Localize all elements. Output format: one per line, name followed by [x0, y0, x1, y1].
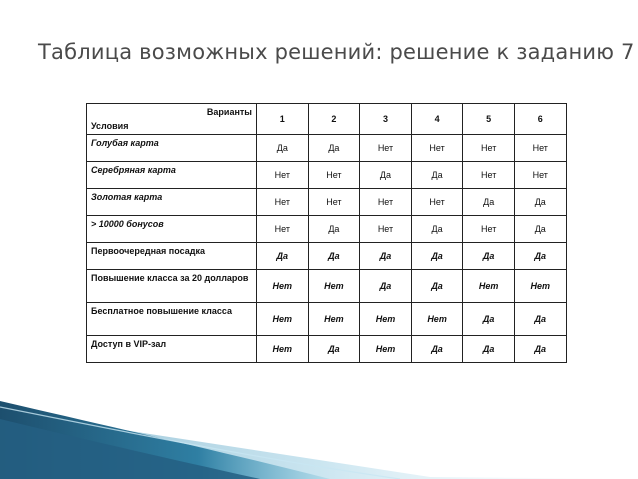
value-cell: Нет: [360, 189, 412, 216]
value-cell: Нет: [257, 189, 309, 216]
option-header: 5: [463, 104, 515, 135]
value-cell: Нет: [308, 303, 360, 336]
table-row: [87, 270, 567, 303]
table-row: [87, 216, 567, 243]
table-row: [87, 135, 567, 162]
value-cell: Нет: [463, 270, 515, 303]
value-cell: Нет: [360, 336, 412, 363]
option-header: 2: [308, 104, 360, 135]
value-cell: Да: [514, 189, 566, 216]
value-cell: Нет: [360, 216, 412, 243]
value-cell: Да: [308, 243, 360, 270]
value-cell: Да: [463, 189, 515, 216]
decision-table: [86, 103, 567, 363]
value-cell: Да: [514, 243, 566, 270]
value-cell: Нет: [360, 303, 412, 336]
option-header: 3: [360, 104, 412, 135]
value-cell: Нет: [257, 216, 309, 243]
table-row: [87, 336, 567, 363]
table-row: [87, 303, 567, 336]
value-cell: Да: [411, 216, 463, 243]
value-cell: Да: [257, 135, 309, 162]
value-cell: Да: [308, 336, 360, 363]
value-cell: Нет: [257, 270, 309, 303]
value-cell: Нет: [308, 162, 360, 189]
value-cell: Да: [463, 243, 515, 270]
value-cell: Нет: [360, 135, 412, 162]
value-cell: Нет: [463, 135, 515, 162]
value-cell: Да: [308, 216, 360, 243]
value-cell: Нет: [257, 162, 309, 189]
table-row: [87, 162, 567, 189]
value-cell: Нет: [257, 336, 309, 363]
value-cell: Да: [360, 162, 412, 189]
value-cell: Да: [411, 162, 463, 189]
value-cell: Нет: [463, 216, 515, 243]
condition-cell: Первоочередная посадка: [87, 243, 257, 270]
value-cell: Да: [308, 135, 360, 162]
slide-decoration-waves: [0, 389, 638, 479]
header-options-label: Варианты: [206, 107, 252, 117]
table-row: [87, 243, 567, 270]
value-cell: Да: [463, 303, 515, 336]
value-cell: Да: [411, 243, 463, 270]
condition-cell: Бесплатное повышение класса: [87, 303, 257, 336]
condition-cell: Доступ в VIP-зал: [87, 336, 257, 363]
value-cell: Да: [463, 336, 515, 363]
header-corner-cell: [87, 104, 257, 135]
value-cell: Нет: [411, 303, 463, 336]
value-cell: Нет: [514, 270, 566, 303]
condition-cell: > 10000 бонусов: [87, 216, 257, 243]
table-row: [87, 189, 567, 216]
value-cell: Нет: [514, 162, 566, 189]
option-header: 6: [514, 104, 566, 135]
value-cell: Нет: [308, 189, 360, 216]
condition-cell: Голубая карта: [87, 135, 257, 162]
value-cell: Нет: [411, 189, 463, 216]
value-cell: Да: [411, 270, 463, 303]
condition-cell: Серебряная карта: [87, 162, 257, 189]
value-cell: Нет: [463, 162, 515, 189]
option-header: 4: [411, 104, 463, 135]
value-cell: Да: [411, 336, 463, 363]
value-cell: Нет: [257, 303, 309, 336]
value-cell: Нет: [514, 135, 566, 162]
value-cell: Нет: [411, 135, 463, 162]
value-cell: Да: [514, 216, 566, 243]
value-cell: Да: [257, 243, 309, 270]
header-conditions-label: Условия: [91, 121, 129, 131]
table-header-row: [87, 104, 567, 135]
value-cell: Да: [514, 336, 566, 363]
slide-title: Таблица возможных решений: решение к заданию 7: [38, 40, 635, 64]
option-header: 1: [257, 104, 309, 135]
value-cell: Да: [360, 243, 412, 270]
value-cell: Да: [360, 270, 412, 303]
condition-cell: Повышение класса за 20 долларов: [87, 270, 257, 303]
value-cell: Да: [514, 303, 566, 336]
value-cell: Нет: [308, 270, 360, 303]
condition-cell: Золотая карта: [87, 189, 257, 216]
